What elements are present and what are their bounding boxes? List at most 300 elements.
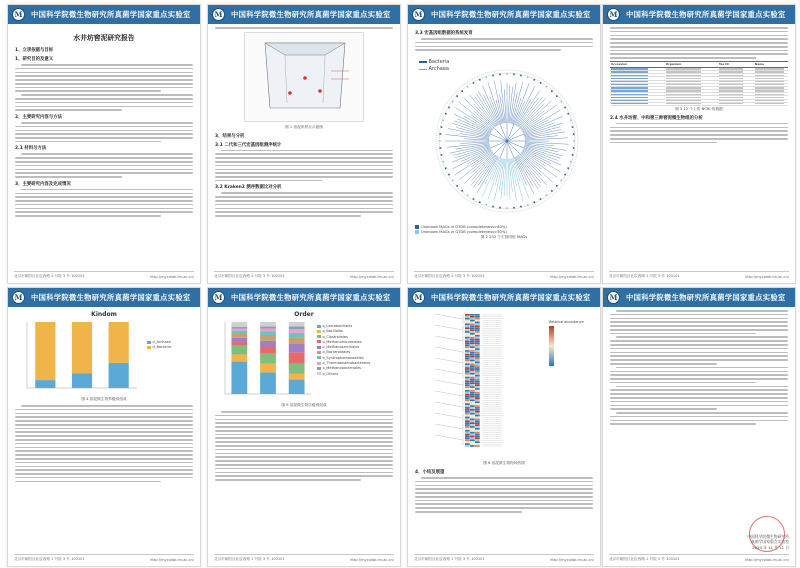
heatmap-cell [465,362,470,364]
institute-logo-icon: M [412,291,425,304]
heatmap-cell [475,438,480,440]
tree-tip-marker [527,77,529,79]
legend-unknown-80: Unknown MAGs in GTDB (completeness>80%) [421,225,507,230]
cell-text-placeholder [755,97,784,98]
page-footer [14,271,194,279]
page-footer [609,554,789,562]
header-title: 中国科学院微生物研究所真菌学国家重点实验室 [231,292,391,302]
heatmap-cell [470,379,475,381]
bar-segment [231,346,247,355]
bar-segment [289,380,305,394]
heatmap-cell [465,367,470,369]
section-heading: 3、结果与分析 [215,133,245,139]
heatmap-cell [470,320,475,322]
heatmap-cell [475,365,480,367]
report-page-2 [207,4,401,284]
cell-text-placeholder [666,103,702,104]
heatmap-cell [475,441,480,443]
tree-tip-marker [570,161,572,163]
heatmap-cell [465,371,470,373]
cell-text-placeholder [719,84,743,85]
bar-segment [260,341,276,347]
heatmap-cell [475,350,480,352]
legend-archaea: Archaea [428,66,449,73]
heatmap-cell [470,369,475,371]
heatmap-cell [470,325,475,327]
tree-branch [452,148,490,163]
heatmap-cell [465,413,470,415]
heatmap-cell [475,363,480,365]
tree-tip-marker [441,154,443,156]
report-page-1 [7,4,201,284]
heatmap-cell [475,390,480,392]
heatmap-cell [470,419,475,421]
heatmap-cell [475,375,480,377]
tree-tip-marker [448,107,450,109]
heatmap-cell [475,443,480,445]
tree-tip-marker [441,126,443,128]
heatmap-cell [465,377,470,379]
column-header: Organism [665,62,718,68]
cell-text-placeholder [755,75,784,76]
heatmap-cell [470,333,475,335]
header-title: 中国科学院微生物研究所真菌学国家重点实验室 [626,292,786,302]
heatmap-cell [470,398,475,400]
footer-url: http://mycolab.im.ac.cn/ [150,558,194,562]
heatmap-cell [465,424,470,426]
tree-tip-marker [533,202,535,204]
tree-branch [521,111,545,130]
heatmap-cell [475,411,480,413]
tree-tip-marker [540,82,542,84]
tree-tip-marker [573,140,575,142]
heatmap-cell [470,386,475,388]
legend-swatch [317,330,321,333]
footer-address: 北京市朝阳区北辰西路 1 号院 3 号 100101 [14,274,85,278]
heatmap-cell [470,350,475,352]
dendrogram-branch [435,336,463,341]
report-page-3 [407,4,601,284]
cell-text-placeholder [719,100,743,101]
heatmap-cell [475,426,480,428]
tree-branch [510,83,516,124]
signature-date: 2024 年 11 月 11 日 [752,544,789,550]
bar-segment [35,322,55,380]
footer-address: 北京市朝阳区北辰西路 1 号院 3 号 100101 [414,557,485,561]
cell-text-placeholder [755,78,784,79]
heatmap-cell [470,384,475,386]
bar-segment [260,328,276,331]
heatmap-cell [470,341,475,343]
tree-tip-marker [551,190,553,192]
column-header: Tax ID [718,62,754,68]
dendrogram-branch [435,435,463,440]
report-page-5 [7,287,201,567]
heatmap-cell [465,382,470,384]
dendrogram-branch [435,424,463,429]
heatmap-cell [465,331,470,333]
legend-unknown-50: Unknown MAGs in GTDB (completeness>50%) [421,230,507,235]
heatmap-cell [465,341,470,343]
heatmap-cell [475,360,480,362]
heatmap-cell [465,333,470,335]
heatmap-cell [465,322,470,324]
cell-text-placeholder [755,81,784,82]
figure-caption: 图 6 窖泥微生物物种热图 [483,461,525,465]
dendrogram-branch [435,314,463,319]
heatmap-cell [475,316,480,318]
cell-text-placeholder [719,87,743,88]
bar-segment [289,333,305,337]
bar-segment [231,338,247,342]
cell-text-placeholder [666,71,702,72]
table-cell [718,102,754,105]
tree-tip-marker [473,82,475,84]
heatmap-cell [475,369,480,371]
heatmap-cell [470,362,475,364]
heatmap-cell [465,369,470,371]
cell-text-placeholder [719,71,743,72]
header-title: 中国科学院微生物研究所真菌学国家重点实验室 [231,9,391,19]
heatmap-cell [465,428,470,430]
tree-tip-marker [485,77,487,79]
heatmap-cell [470,426,475,428]
cell-text-placeholder [666,84,702,85]
heatmap-cell [470,396,475,398]
bar-segment [231,322,247,327]
tree-branch [512,82,523,124]
footer-address: 北京市朝阳区北辰西路 1 号院 3 号 100101 [214,557,285,561]
header-title: 中国科学院微生物研究所真菌学国家重点实验室 [431,9,591,19]
page-header [408,5,600,24]
legend-item [317,324,370,328]
heatmap-cell [475,422,480,424]
tree-tip-marker [564,174,566,176]
bar-segment [289,374,305,380]
heatmap-cell [465,329,470,331]
tree-branch [453,149,491,169]
page-footer [414,271,594,279]
heatmap-cell [475,362,480,364]
heatmap-cell [475,367,480,369]
signature-lab: 真菌学国家重点实验室 [751,539,789,544]
cell-text-placeholder [666,81,702,82]
heatmap-cell [470,363,475,365]
tree-branch [524,127,560,137]
heatmap-cell [475,413,480,415]
heatmap-cell [475,339,480,341]
heatmap-cell [470,438,475,440]
tree-tip-marker [527,204,529,206]
section-heading: 3.1 二代和三代宏基因组测序统计 [215,142,282,148]
bar-segment [231,328,247,330]
heatmap-cell [465,441,470,443]
tree-tip-marker [492,75,494,77]
heatmap-cell [470,337,475,339]
bar-segment [231,334,247,338]
tree-bottom-legend [415,225,593,234]
species-heatmap [415,310,555,460]
page-header [208,5,400,24]
dendrogram-branch [435,369,463,374]
page-footer [414,554,594,562]
dendrogram-branch [435,347,463,352]
heatmap-cell [475,381,480,383]
tree-root-branch [494,141,507,154]
heatmap-cell [465,396,470,398]
heatmap-cell [465,436,470,438]
cell-text-placeholder [755,71,784,72]
heatmap-cell [475,415,480,417]
section-heading: 3.2 Kraken2 测序数据比对分析 [215,185,282,191]
tree-branch [525,142,569,144]
bar-segment [231,327,247,328]
heatmap-cell [465,394,470,396]
page-header [603,5,795,24]
dendrogram-branch [435,391,463,396]
heatmap-cell [465,401,470,403]
heatmap-cell [470,352,475,354]
tree-tip-marker [513,74,515,76]
heatmap-cell [465,337,470,339]
heatmap-cell [465,415,470,417]
legend-item [317,329,370,333]
report-page-6 [207,287,401,567]
heatmap-cell [465,325,470,327]
heatmap-cell [465,363,470,365]
heatmap-cell [465,432,470,434]
heatmap-cell [475,322,480,324]
heatmap-cell [470,344,475,346]
tree-tip-marker [456,95,458,97]
cell-text-placeholder [666,90,702,91]
tree-tip-marker [452,101,454,103]
header-title: 中国科学院微生物研究所真菌学国家重点实验室 [431,292,591,302]
bar-segment [260,364,276,373]
heatmap-cell [475,419,480,421]
signature-institute: 中国科学院微生物研究所 [747,533,789,539]
legend-label: o_Syntrophomonadales [322,355,364,360]
tree-tip-marker [456,185,458,187]
tree-branch [474,104,495,128]
signature-block [737,534,789,551]
tree-branch [510,159,517,201]
cell-text-placeholder [666,68,702,69]
legend-item [317,350,370,354]
heatmap-cell [475,348,480,350]
heatmap-cell [470,415,475,417]
heatmap-cell [465,316,470,318]
heatmap-cell [465,343,470,345]
heatmap-cell [470,405,475,407]
footer-address: 北京市朝阳区北辰西路 1 号院 3 号 100101 [414,274,485,278]
heatmap-cell [470,348,475,350]
tree-tip-marker [479,202,481,204]
section-heading: 1、研究目的及意义 [15,57,54,62]
institute-logo-icon: M [212,291,225,304]
heatmap-cell [475,401,480,403]
heatmap-cell [470,445,475,447]
heatmap-cell [470,335,475,337]
header-title: 中国科学院微生物研究所真菌学国家重点实验室 [626,9,786,19]
heatmap-cell [470,373,475,375]
heatmap-cell [470,375,475,377]
cell-text-placeholder [755,87,784,88]
footer-address: 北京市朝阳区北辰西路 1 号院 3 号 100101 [214,274,285,278]
heatmap-cell [465,445,470,447]
heatmap-cell [470,434,475,436]
tree-branch [459,102,493,130]
footer-address: 北京市朝阳区北辰西路 1 号院 3 号 100101 [14,557,85,561]
heatmap-cell [465,344,470,346]
tree-branch [513,98,521,124]
heatmap-cell [465,443,470,445]
tree-branch [525,138,568,140]
heatmap-cell [465,375,470,377]
cell-text-placeholder [719,97,743,98]
cell-text-placeholder [611,103,648,104]
heatmap-cell [465,365,470,367]
cell-text-placeholder [755,68,784,69]
tree-tip-marker [448,174,450,176]
bar-segment [231,362,247,394]
heatmap-cell [475,400,480,402]
heatmap-cell [475,373,480,375]
tree-branch [477,157,498,193]
section-heading: 2、主要研究内容与方法 [15,114,62,120]
heatmap-cell [475,318,480,320]
bar-segment [109,322,129,363]
table-cell [665,102,718,105]
tree-root-branch [507,141,520,154]
heatmap-cell [465,324,470,326]
tree-tip-marker [442,120,444,122]
cell-text-placeholder [611,94,648,95]
heatmap-cell [465,384,470,386]
cell-text-placeholder [666,87,702,88]
table-cell [754,102,788,105]
cell-text-placeholder [755,84,784,85]
figure-caption: 图 1 窖泥采样点示意图 [285,124,323,129]
dendrogram-branch [435,413,463,418]
heatmap-cell [470,413,475,415]
tree-tip-marker [479,79,481,81]
bar-segment [72,373,92,388]
tree-branch [474,111,494,129]
tree-branch [450,145,489,153]
section-heading: 1、立项依据与目标 [15,48,54,53]
tree-tip-marker [499,207,501,209]
heatmap-cell [465,318,470,320]
heatmap-cell [475,420,480,422]
legend-archaea: d_Archaea [152,340,171,344]
heatmap-cell [465,417,470,419]
cell-text-placeholder [666,78,702,79]
order-bars [215,318,315,402]
footer-url: http://mycolab.im.ac.cn/ [745,558,789,562]
heatmap-cell [470,382,475,384]
heatmap-cell [475,327,480,329]
sampling-site-figure [244,32,364,122]
heatmap-cell [475,341,480,343]
heatmap-cell [465,392,470,394]
heatmap-cell [470,432,475,434]
legend-label: o_Others [322,371,339,376]
tree-branch [461,148,491,161]
figure-caption: 图 5 窖泥微生物目级别组成 [281,403,327,407]
legend-label: o_Methanosarcinales [322,345,360,350]
tree-branch [523,110,561,132]
cell-text-placeholder [719,75,743,76]
heatmap-cell [470,409,475,411]
legend-item [317,366,370,370]
heatmap-cell [465,350,470,352]
tree-tip-marker [556,185,558,187]
cell-text-placeholder [755,103,784,104]
bar-segment [109,363,129,388]
cell-text-placeholder [666,94,702,95]
dendrogram-branch [435,380,463,385]
legend-item [317,340,370,344]
bar-segment [231,331,247,334]
heatmap-cell [470,443,475,445]
legend-label: o_Bacillales [322,329,343,334]
heatmap-cell [475,398,480,400]
tree-branch [448,129,489,138]
tree-legend [419,59,449,74]
heatmap-cell [465,422,470,424]
heatmap-cell [475,325,480,327]
heatmap-cell [465,419,470,421]
heatmap-cell [475,356,480,358]
tree-tip-marker [560,180,562,182]
legend-swatch [317,346,321,349]
tree-tip-marker [546,86,548,88]
tree-branch [501,81,505,123]
heatmap-cell [465,407,470,409]
heatmap-cell [470,356,475,358]
dendrogram-branch [435,358,463,363]
bar-segment [289,326,305,329]
heatmap-cell [465,409,470,411]
report-page-7 [407,287,601,567]
bar-segment [231,341,247,345]
kingdom-chart [15,318,193,396]
table-row [610,102,788,105]
institute-logo-icon: M [607,291,620,304]
heatmap-cell [475,331,480,333]
heatmap-cell [470,441,475,443]
heatmap-cell [470,424,475,426]
footer-address: 北京市朝阳区北辰西路 1 号院 3 号 100101 [609,557,680,561]
tree-branch [501,159,505,200]
heatmap-cell [470,417,475,419]
heatmap-cell [470,394,475,396]
cell-text-placeholder [719,90,743,91]
legend-swatch [317,325,321,328]
kingdom-bars [15,318,145,396]
bar-segment [260,354,276,364]
heatmap-cell [465,346,470,348]
heatmap-cell [475,335,480,337]
tree-tip-marker [513,207,515,209]
heatmap-cell [470,346,475,348]
footer-url: http://mycolab.im.ac.cn/ [350,558,394,562]
section-heading: 2.1 材料与方法 [15,146,47,152]
cell-text-placeholder [611,100,648,101]
cell-text-placeholder [611,84,648,85]
cell-text-placeholder [611,97,648,98]
